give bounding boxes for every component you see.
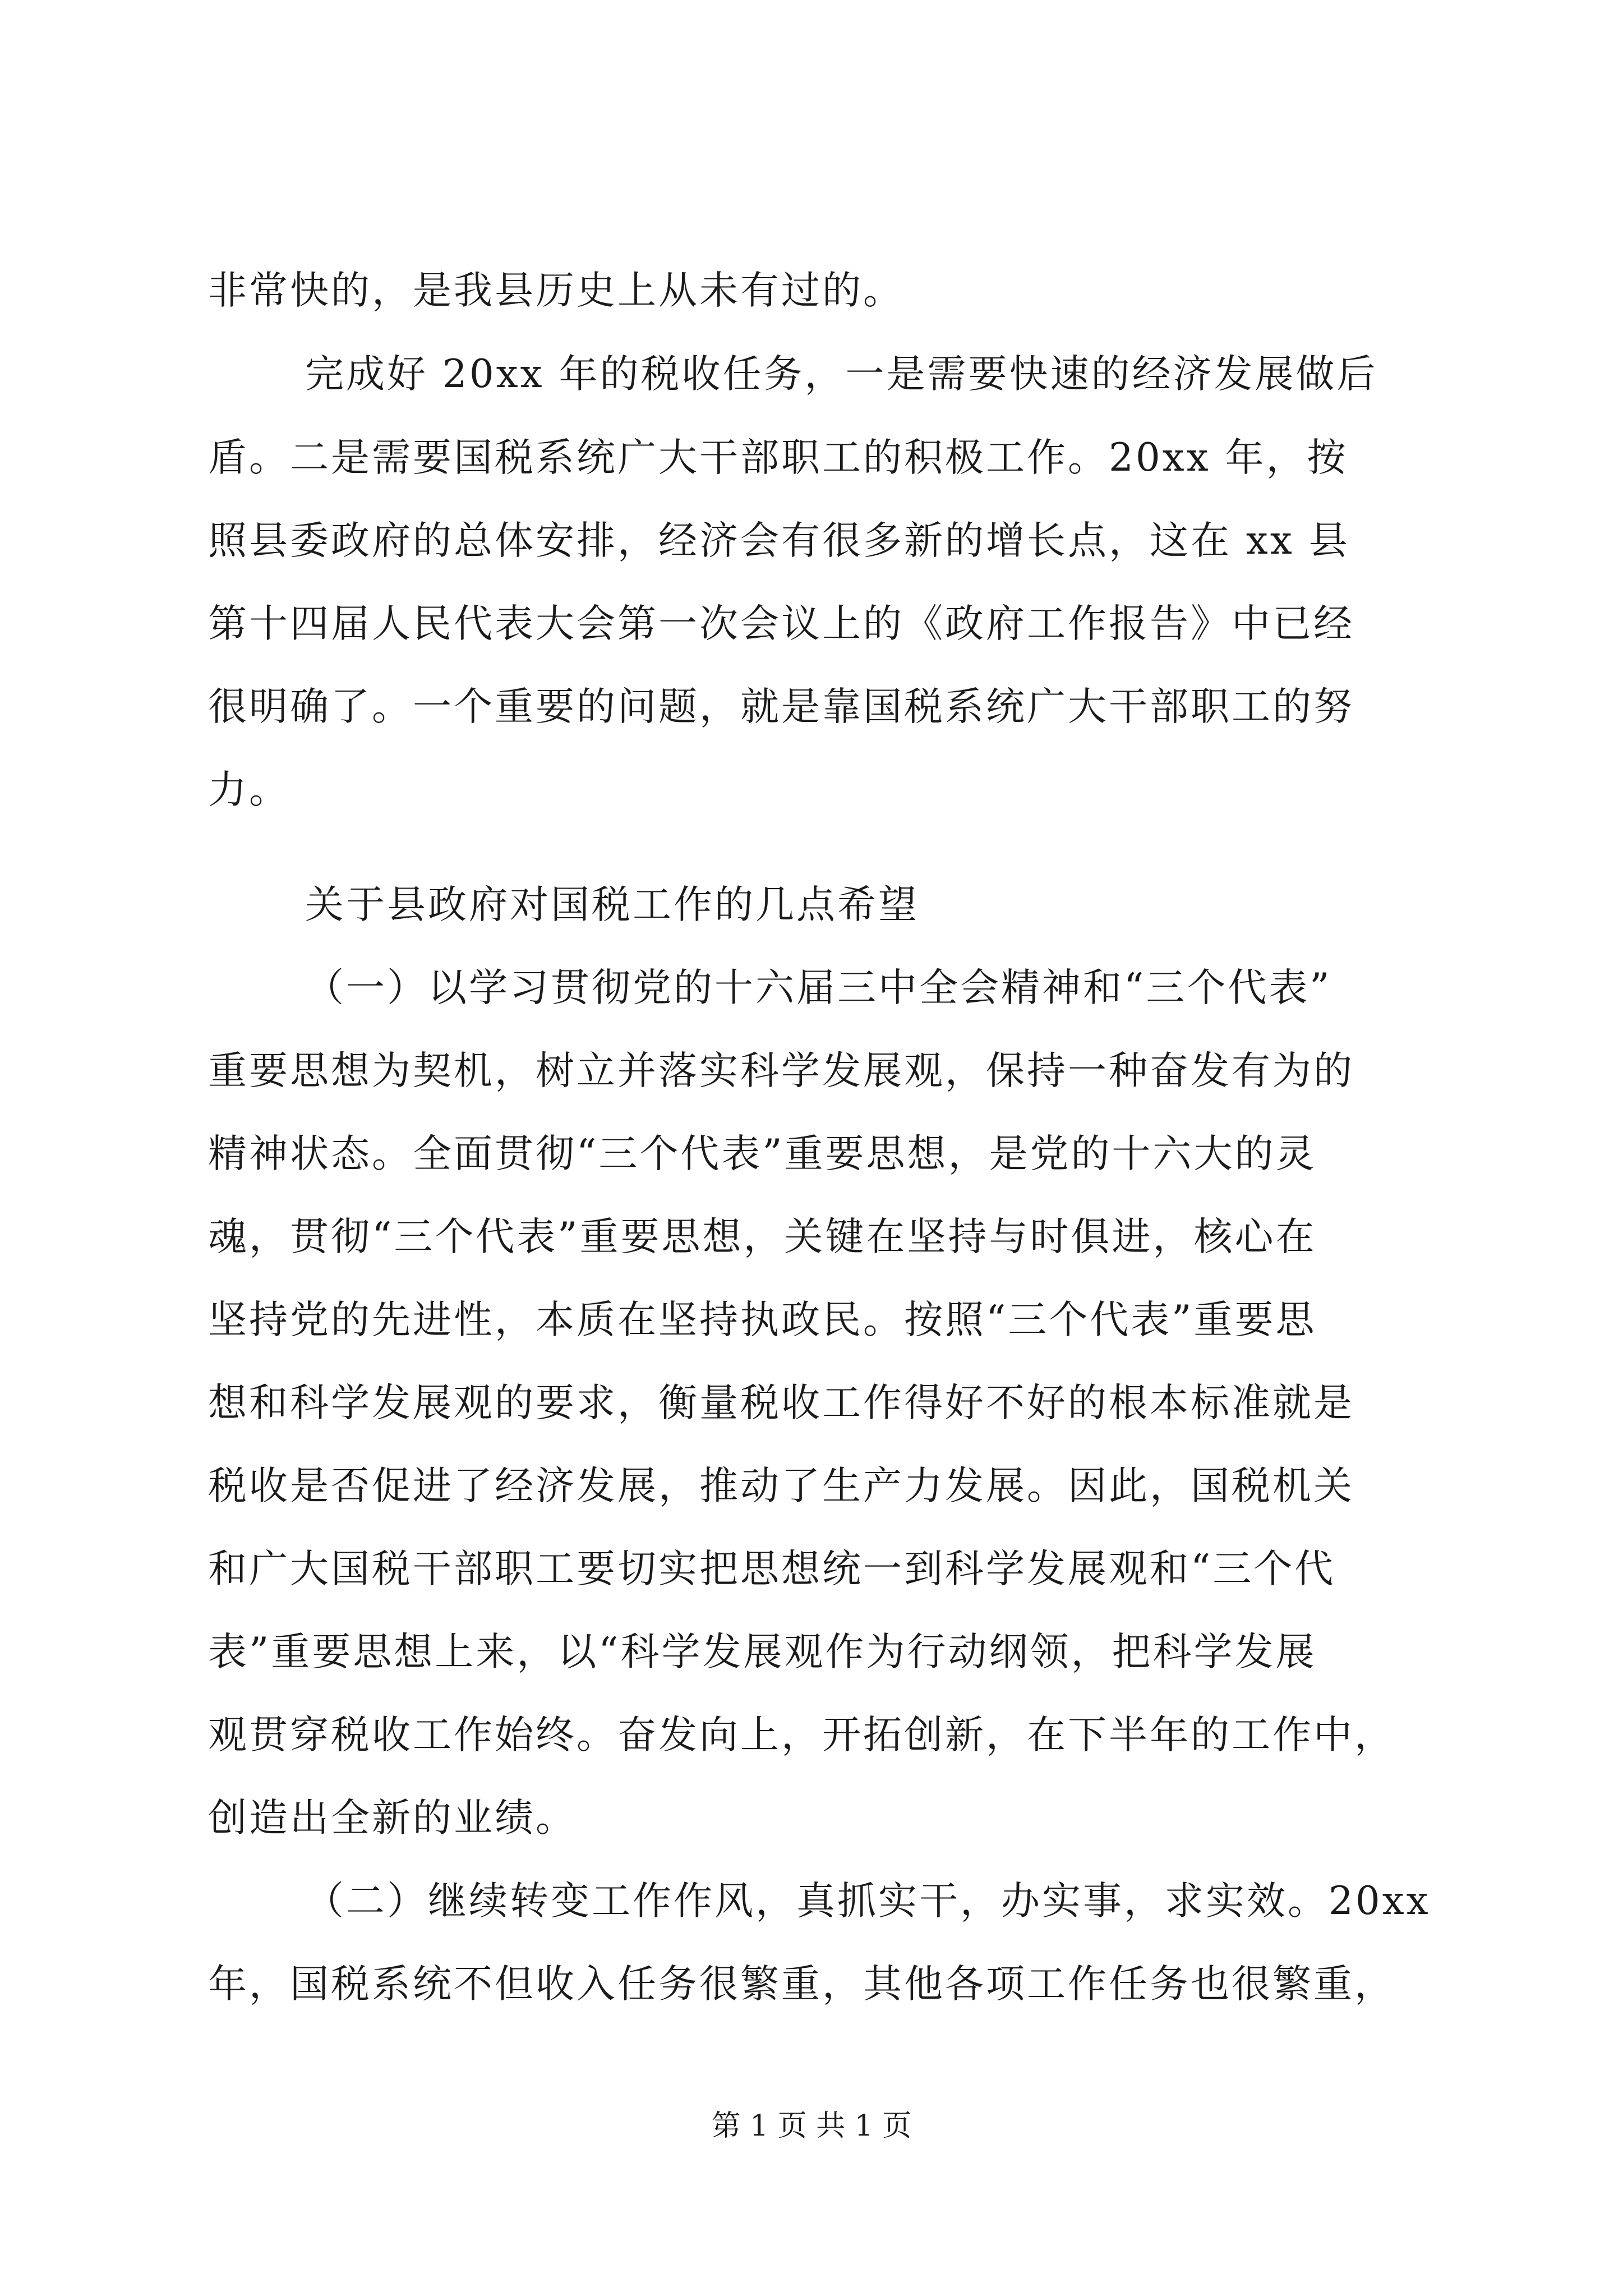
paragraph-line: 照县委政府的总体安排，经济会有很多新的增长点，这在 xx 县 [208,518,1350,563]
paragraph-line: （二）继续转变工作作风，真抓实干，办实事，求实效。20xx [305,1879,1431,1924]
paragraph-line: 精神状态。全面贯彻“三个代表”重要思想，是党的十六大的灵 [208,1131,1317,1176]
section-heading: 关于县政府对国税工作的几点希望 [305,882,919,927]
paragraph-line: 很明确了。一个重要的问题，就是靠国税系统广大干部职工的努 [208,684,1354,729]
paragraph-line: 魂，贯彻“三个代表”重要思想，关键在坚持与时俱进，核心在 [208,1214,1317,1259]
paragraph-line: 力。 [208,767,290,812]
paragraph-line: （一）以学习贯彻党的十六届三中全会精神和“三个代表” [305,965,1332,1010]
paragraph-line: 年，国税系统不但收入任务很繁重，其他各项工作任务也很繁重， [208,1962,1395,2007]
paragraph-line: 第十四届人民代表大会第一次会议上的《政府工作报告》中已经 [208,601,1354,646]
paragraph-line: 和广大国税干部职工要切实把思想统一到科学发展观和“三个代 [208,1547,1336,1591]
paragraph-line: 观贯穿税收工作始终。奋发向上，开拓创新，在下半年的工作中， [208,1713,1395,1757]
paragraph-line: 完成好 20xx 年的税收任务，一是需要快速的经济发展做后 [305,352,1378,397]
paragraph-line: 创造出全新的业绩。 [208,1796,577,1841]
paragraph-line: 非常快的，是我县历史上从未有过的。 [208,268,904,313]
paragraph-line: 重要思想为契机，树立并落实科学发展观，保持一种奋发有为的 [208,1048,1354,1093]
paragraph-line: 税收是否促进了经济发展，推动了生产力发展。因此，国税机关 [208,1464,1354,1508]
paragraph-line: 表”重要思想上来，以“科学发展观作为行动纲领，把科学发展 [208,1630,1317,1674]
page-number-footer: 第 1 页 共 1 页 [711,2109,912,2143]
paragraph-line: 坚持党的先进性，本质在坚持执政民。按照“三个代表”重要思 [208,1297,1317,1342]
paragraph-line: 盾。二是需要国税系统广大干部职工的积极工作。20xx 年，按 [208,435,1348,480]
paragraph-line: 想和科学发展观的要求，衡量税收工作得好不好的根本标准就是 [208,1381,1354,1425]
